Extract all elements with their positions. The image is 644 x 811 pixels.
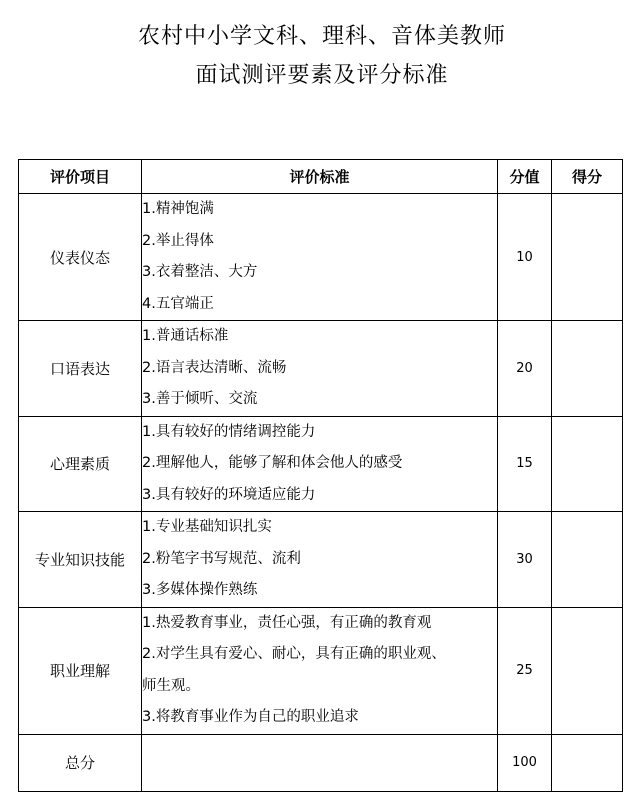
header-item: 评价项目 (19, 160, 142, 194)
evaluation-table (18, 159, 623, 792)
row-got (552, 512, 623, 608)
row-score: 10 (498, 194, 552, 321)
criteria-line: 师生观。 (142, 677, 200, 694)
criteria-line: 3.多媒体操作熟练 (142, 582, 258, 598)
document-title-line-2: 面试测评要素及评分标准 (195, 63, 449, 88)
table-row (19, 194, 623, 321)
row-item: 仪表仪态 (19, 194, 142, 321)
row-criteria (142, 194, 498, 321)
row-got (552, 194, 623, 321)
criteria-line: 4.五官端正 (142, 295, 214, 312)
criteria-line: 2.对学生具有爱心、耐心，具有正确的职业观、 (142, 646, 446, 662)
total-label: 总分 (19, 734, 142, 791)
row-got (552, 607, 623, 734)
table-row (19, 512, 623, 608)
row-item: 心理素质 (19, 416, 142, 512)
criteria-line: 1.专业基础知识扎实 (142, 519, 272, 535)
row-score: 20 (498, 321, 552, 417)
total-score: 100 (498, 734, 552, 791)
criteria-line: 2.粉笔字书写规范、流利 (142, 550, 301, 567)
criteria-line: 2.举止得体 (142, 232, 214, 249)
row-score: 25 (498, 607, 552, 734)
header-score: 分值 (498, 160, 552, 194)
total-got (552, 734, 623, 791)
criteria-line: 3.具有较好的环境适应能力 (142, 486, 316, 503)
criteria-line: 3.衣着整洁、大方 (142, 264, 258, 280)
row-item: 专业知识技能 (19, 512, 142, 608)
criteria-line: 3.善于倾听、交流 (142, 391, 258, 407)
criteria-line: 1.普通话标准 (142, 328, 229, 344)
row-criteria (142, 512, 498, 608)
criteria-line: 2.理解他人，能够了解和体会他人的感受 (142, 455, 403, 471)
row-item: 职业理解 (19, 607, 142, 734)
criteria-line: 3.将教育事业作为自己的职业追求 (142, 709, 359, 725)
criteria-line: 1.热爱教育事业，责任心强，有正确的教育观 (142, 614, 432, 631)
criteria-line: 1.具有较好的情绪调控能力 (142, 423, 316, 440)
document-title-line-1: 农村中小学文科、理科、音体美教师 (137, 24, 506, 49)
criteria-line: 2.语言表达清晰、流畅 (142, 359, 287, 376)
row-criteria (142, 416, 498, 512)
row-got (552, 321, 623, 417)
table-row (19, 416, 623, 512)
table-row (19, 321, 623, 417)
table-header-row (19, 160, 623, 194)
row-got (552, 416, 623, 512)
row-item: 口语表达 (19, 321, 142, 417)
row-score: 30 (498, 512, 552, 608)
row-criteria (142, 321, 498, 417)
header-got: 得分 (552, 160, 623, 194)
table-row (19, 607, 623, 734)
row-criteria (142, 607, 498, 734)
header-criteria: 评价标准 (142, 160, 498, 194)
total-criteria (142, 734, 498, 791)
criteria-line: 1.精神饱满 (142, 201, 214, 217)
total-row (19, 734, 623, 791)
row-score: 15 (498, 416, 552, 512)
